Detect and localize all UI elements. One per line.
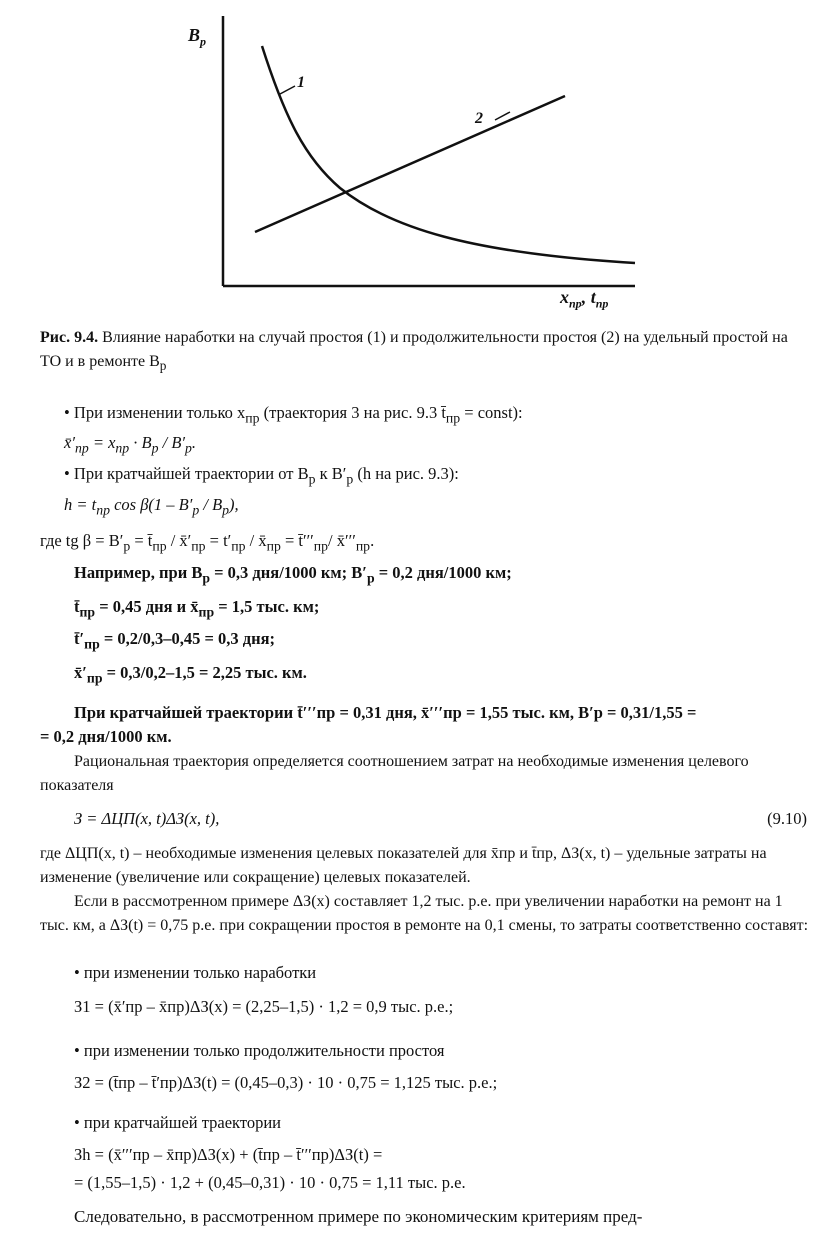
paragraph-example-costs: Если в рассмотренном примере ΔЗ(x) составляет 1,2 тыс. р.е. при увеличении наработки на ремонт на 1 тыс. км, а ΔЗ(t) = 0,75 р.е. при сокращении простоя в ремонте на 0,1 смены, то затраты соответственно составят: (40, 893, 809, 934)
equation-z1: З1 = (x̄′пр – x̄пр)ΔЗ(x) = (2,25–1,5) · 1,2 = 0,9 тыс. р.е.; (74, 997, 454, 1016)
figure-caption (40, 326, 800, 378)
paragraph-conclusion: Следовательно, в рассмотренном примере по экономическим критериям пред- (74, 1207, 643, 1226)
bullet-shortest: • при кратчайшей траектории (74, 1113, 282, 1132)
curve-1 (262, 46, 635, 263)
x-axis-label: $x_{пр}$, $t_{пр}$ (560, 287, 609, 311)
curve-2 (255, 96, 565, 232)
equation-zh: Зh = (x̄′′′пр – x̄пр)ΔЗ(x) + (t̄пр – t̄′′′пр)ΔЗ(t) = (74, 1145, 383, 1164)
bullet-only-mileage: • при изменении только наработки (74, 963, 317, 982)
equation-zh-b: = (1,55–1,5) · 1,2 + (0,45–0,31) · 10 · 0,75 = 1,11 тыс. р.е. (74, 1173, 466, 1192)
paragraph-where: где ΔЦП(x, t) – необходимые изменения целевых показателей для x̄пр и t̄пр, ΔЗ(x, t) – удельные затраты на изменение (увеличение или сокращение) целевых показателей. (40, 845, 767, 886)
example-line-4: $x̄'_{пр} = 0,3/0,2-1,5 = 2,25$ тыс. км. (74, 663, 307, 686)
formula-line-5: где tg $\beta = B'_р$ = $t̄_{пр}$ / $x̄'_{пр} = t'_{пр}$ / $x̄_{пр}$ = $t̄'''_{пр}/$ $x̄'''_{пр}$. (40, 531, 375, 554)
bullet-only-downtime: • при изменении только продолжительности простоя (74, 1041, 445, 1060)
caption-label: Рис. 9.4. (40, 329, 99, 346)
example-line-1: Например, при $B_р = 0,3$ дня/1000 км; $B'_р = 0,2$ дня/1000 км; (74, 563, 512, 586)
example-line-3: $t̄'_{пр} = 0,2/0,3-0,45 = 0,3$ дня; (74, 629, 276, 652)
equation-z2: З2 = (t̄пр – t̄′пр)ΔЗ(t) = (0,45–0,3) · 10 · 0,75 = 1,125 тыс. р.е.; (74, 1073, 498, 1092)
formula-line-3: • При кратчайшей траектории от $B_р$ к $B'_р$ (h на рис. 9.3): (64, 464, 459, 487)
example-line-2: $t̄_{пр} = 0,45$ дня и $x̄_{пр} = 1,5$ тыс. км; (74, 597, 320, 620)
equation-number: (9.10) (767, 809, 807, 828)
shortest-path-line: При кратчайшей траектории t̄′′′пр = 0,31 дня, x̄′′′пр = 1,55 тыс. км, B′р = 0,31/1,55 = (74, 703, 697, 722)
caption-sub: р (159, 358, 167, 374)
figure-9-4 (180, 8, 640, 311)
curve-2-label: 2 (475, 110, 483, 127)
curve-1-label: 1 (297, 74, 305, 91)
formula-line-4: $h = t_{пр}$ $\cos \beta(1 - B'_р / B_р)$, (64, 495, 239, 518)
curve-1-leader (280, 86, 295, 94)
curve-2-leader (495, 112, 510, 120)
caption-text: Влияние наработки на случай простоя (1) и продолжительности простоя (2) на удельный простой на ТО и в ремонте B (40, 329, 788, 370)
formula-line-1: • При изменении только $x_{пр}$ (траектория 3 на рис. 9.3 $t̄_{пр}$ = const): (64, 403, 523, 426)
formula-line-2: $x̄'_{пр} = x_{пр} \cdot B_р / B'_р$. (64, 433, 197, 456)
equation-9-10: З = ΔЦП(x, t)ΔЗ(x, t), (74, 809, 220, 828)
shortest-path-line-b: = 0,2 дня/1000 км. (40, 727, 172, 746)
paragraph-rational: Рациональная траектория определяется соотношением затрат на необходимые изменения целевого показателя (40, 753, 749, 794)
y-axis-label: $B_р$ (188, 25, 207, 49)
figure-plot (180, 8, 640, 308)
